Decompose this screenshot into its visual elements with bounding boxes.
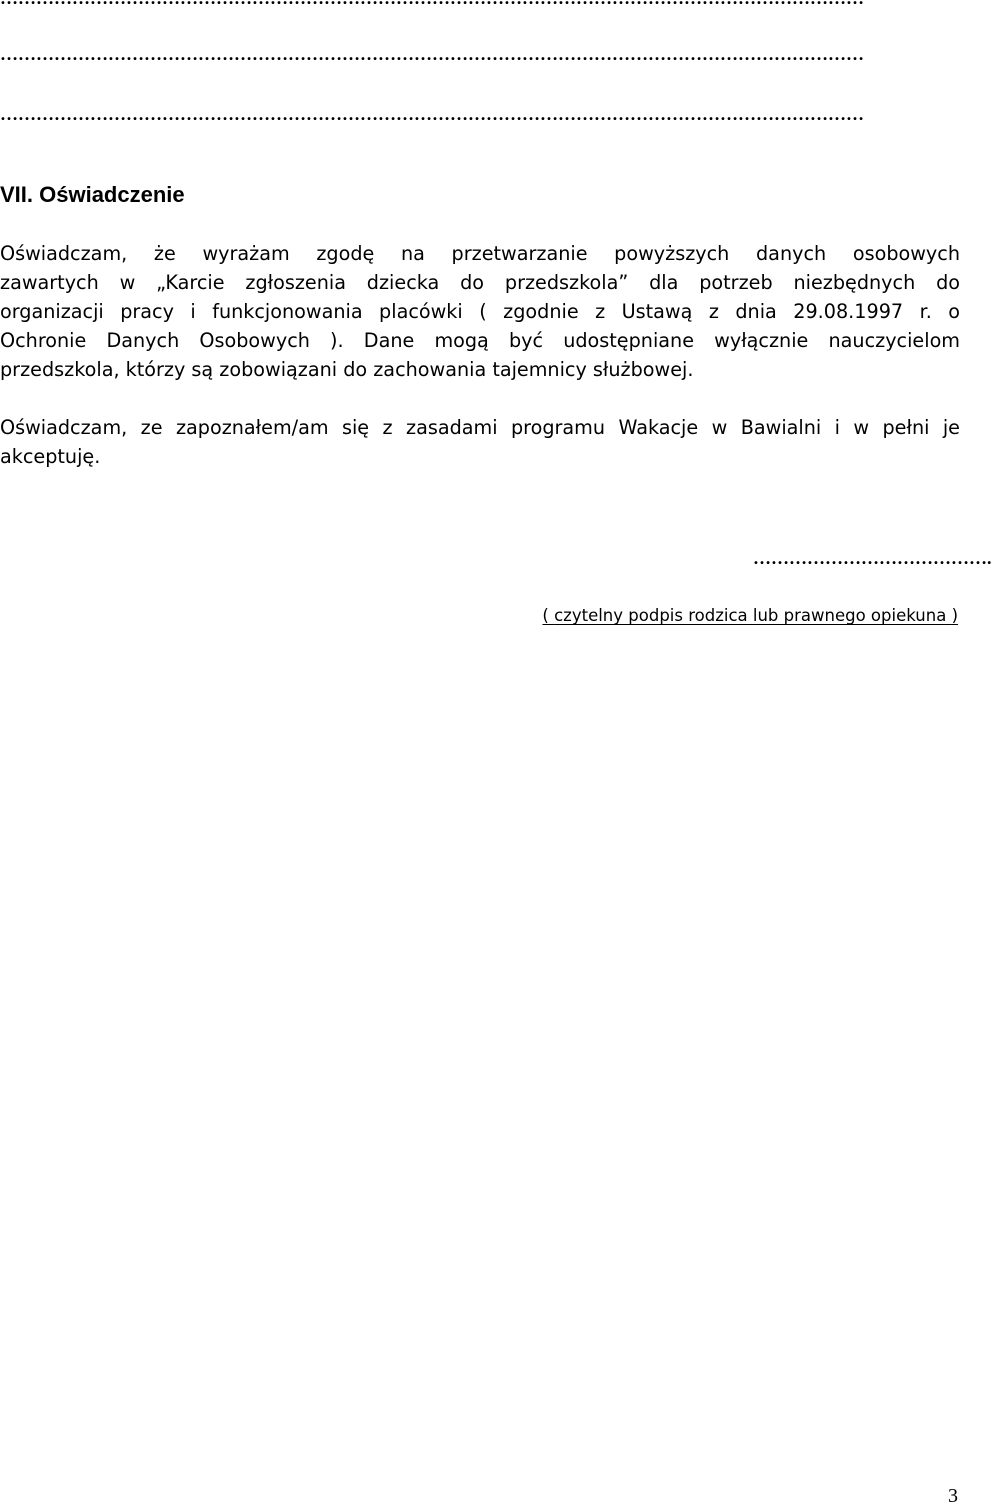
fill-line-2: ………………………………………………………………………………………………………………………………: [0, 44, 864, 64]
signature-caption-close: ): [951, 606, 958, 625]
fill-line-3: ………………………………………………………………………………………………………………………………: [0, 104, 864, 124]
consent-paragraph: [0, 239, 960, 384]
program-acceptance-paragraph: [0, 413, 960, 471]
paragraph-line: akceptuję.: [0, 445, 101, 468]
paragraph-line: organizacji pracy i funkcjonowania placówki ( zgodnie z Ustawą z dnia 29.08.1997 r. o: [0, 300, 960, 323]
fill-line-1: [0, 0, 918, 8]
paragraph-line: Ochronie Danych Osobowych ). Dane mogą być udostępniane wyłącznie nauczycielom: [0, 329, 960, 352]
paragraph-line: Oświadczam, że wyrażam zgodę na przetwarzanie powyższych danych osobowych: [0, 242, 960, 265]
signature-caption-open: (: [542, 606, 555, 625]
paragraph-line: zawartych w „Karcie zgłoszenia dziecka do przedszkola” dla potrzeb niezbędnych do: [0, 271, 960, 294]
page-number: 3: [948, 1485, 958, 1507]
paragraph-line: Oświadczam, ze zapoznałem/am się z zasadami programu Wakacje w Bawialni i w pełni je: [0, 416, 960, 439]
signature-caption: [542, 604, 958, 628]
section-heading: VII. Oświadczenie: [0, 182, 185, 207]
signature-caption-text: czytelny podpis rodzica lub prawnego opiekuna: [554, 606, 952, 625]
signature-line: ………………………………….: [753, 548, 992, 568]
paragraph-line: przedszkola, którzy są zobowiązani do zachowania tajemnicy służbowej.: [0, 358, 694, 381]
